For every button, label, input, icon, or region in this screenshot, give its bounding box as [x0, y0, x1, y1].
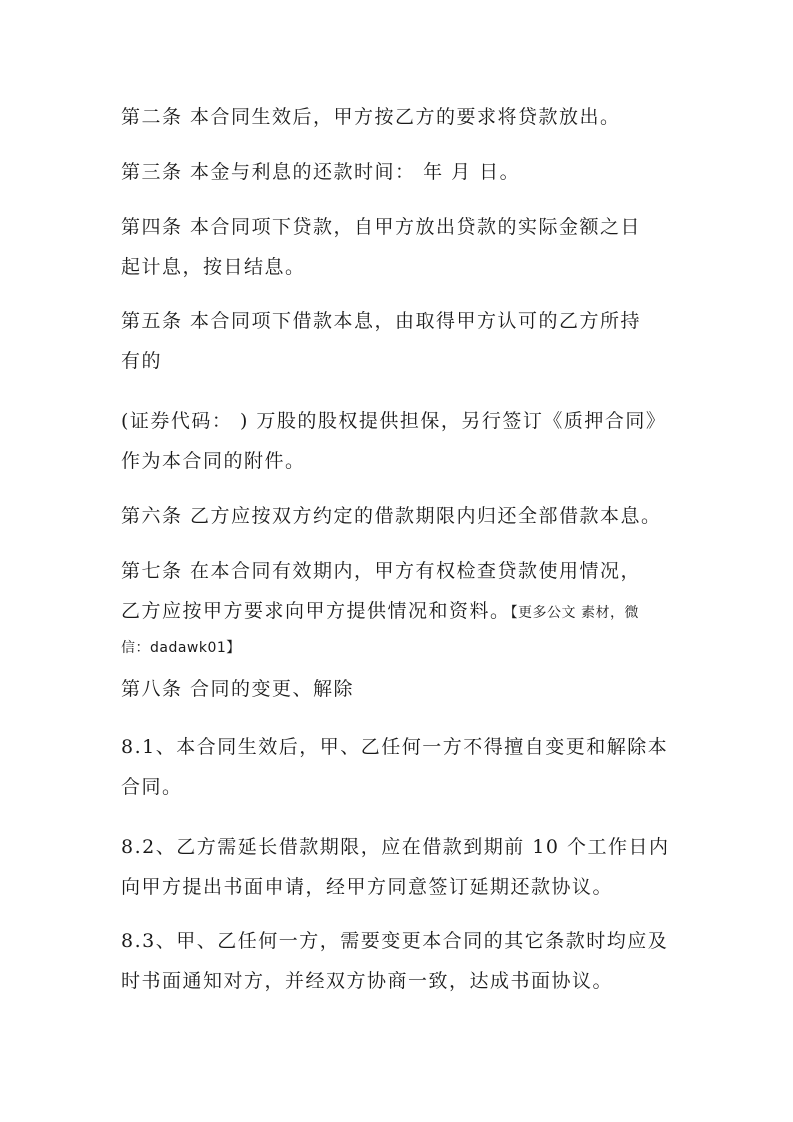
article-7 [121, 551, 681, 663]
article-4-line-1: 第四条 本合同项下贷款，自甲方放出贷款的实际金额之日 [121, 216, 642, 238]
clause-8-1-line-2: 合同。 [121, 776, 183, 798]
clause-8-3-line-2: 时书面通知对方，并经双方协商一致，达成书面协议。 [121, 970, 614, 992]
article-8-heading [121, 669, 681, 709]
clause-8-3 [121, 921, 681, 1001]
article-6-text: 第六条 乙方应按双方约定的借款期限内归还全部借款本息。 [121, 505, 662, 527]
article-8-text: 第八条 合同的变更、解除 [121, 678, 355, 700]
promo-note-part-2: 信：dadawk01】 [121, 640, 241, 656]
clause-8-1 [121, 727, 681, 807]
clause-8-1-line-1: 8.1、本合同生效后，甲、乙任何一方不得擅自变更和解除本 [121, 736, 669, 758]
article-5 [121, 301, 681, 381]
article-3 [121, 152, 681, 192]
article-7-line-2 [121, 591, 681, 633]
article-6 [121, 496, 681, 536]
article-5-line-2: 有的 [121, 350, 163, 372]
article-2 [121, 97, 681, 137]
clause-8-2-line-1: 8.2、乙方需延长借款期限，应在借款到期前 10 个工作日内 [121, 836, 670, 858]
article-3-text: 第三条 本金与利息的还款时间： 年 月 日。 [121, 161, 521, 183]
article-4-line-2: 起计息，按日结息。 [121, 256, 306, 278]
clause-8-2 [121, 827, 681, 907]
clause-8-3-line-1: 8.3、甲、乙任何一方，需要变更本合同的其它条款时均应及 [121, 930, 669, 952]
clause-8-2-line-2: 向甲方提出书面申请，经甲方同意签订延期还款协议。 [121, 876, 614, 898]
promo-note-part-1: 【更多公文 素材，微 [510, 605, 639, 621]
article-4 [121, 207, 681, 287]
article-5-continued [121, 401, 681, 481]
article-2-text: 第二条 本合同生效后，甲方按乙方的要求将贷款放出。 [121, 106, 621, 128]
article-7-line-1: 第七条 在本合同有效期内，甲方有权检查贷款使用情况， [121, 560, 642, 582]
article-5-cont-line-1: (证券代码： ) 万股的股权提供担保，另行签订《质押合同》 [121, 410, 667, 432]
article-5-line-1: 第五条 本合同项下借款本息，由取得甲方认可的乙方所持 [121, 310, 642, 332]
article-5-cont-line-2: 作为本合同的附件。 [121, 450, 306, 472]
article-7-line-2-text: 乙方应按甲方要求向甲方提供情况和资料。 [121, 600, 511, 622]
